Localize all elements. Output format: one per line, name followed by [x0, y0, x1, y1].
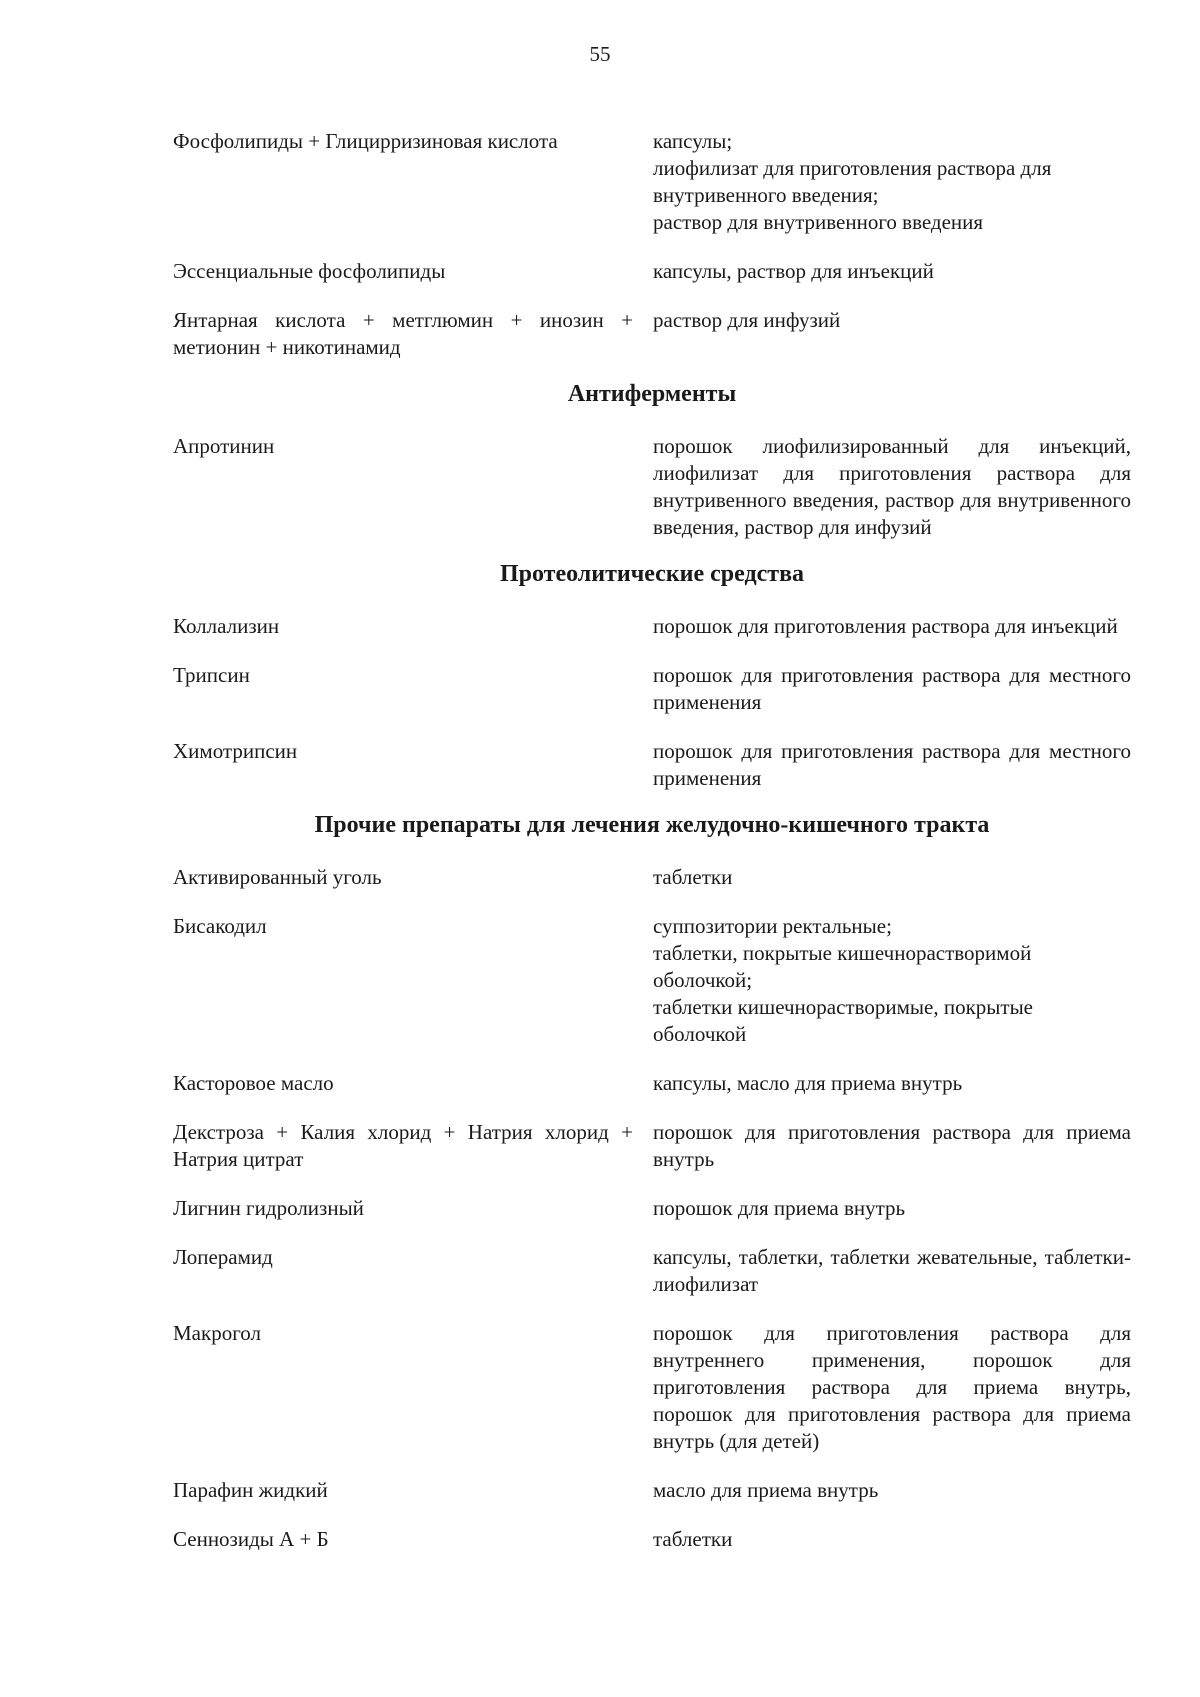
drug-name: Янтарная кислота + метглюмин + инозин + метионин + никотинамид	[173, 308, 633, 359]
dosage-forms	[653, 307, 1131, 361]
drug-row	[173, 128, 1131, 236]
dosage-form-line: порошок лиофилизированный для инъекций, лиофилизат для приготовления раствора для внутривенного введения, раствор для внутривенного введения, раствор для инфузий	[653, 434, 1131, 539]
drug-row	[173, 913, 1131, 1048]
dosage-form-line: порошок для приготовления раствора для местного применения	[653, 739, 1131, 790]
dosage-form-line: масло для приема внутрь	[653, 1478, 879, 1502]
section-heading: Антиферменты	[567, 381, 737, 407]
drug-name: Трипсин	[173, 663, 250, 687]
drug-name: Касторовое масло	[173, 1071, 334, 1095]
dosage-forms	[653, 662, 1131, 716]
drug-row	[173, 1477, 1131, 1504]
dosage-form-line: порошок для приема внутрь	[653, 1196, 906, 1220]
drug-name: Декстроза + Калия хлорид + Натрия хлорид + Натрия цитрат	[173, 1120, 633, 1171]
drug-name: Апротинин	[173, 434, 275, 458]
dosage-forms	[653, 1244, 1131, 1298]
dosage-forms	[653, 1195, 1131, 1222]
dosage-forms	[653, 1477, 1131, 1504]
dosage-form-line: капсулы, раствор для инъекций	[653, 259, 934, 283]
dosage-forms	[653, 1119, 1131, 1173]
drug-row	[173, 307, 1131, 361]
dosage-form-line: таблетки кишечнорастворимые, покрытые оболочкой	[653, 995, 1033, 1046]
drug-row	[173, 662, 1131, 716]
drug-name: Макрогол	[173, 1321, 261, 1345]
drug-name: Активированный уголь	[173, 865, 382, 889]
dosage-forms	[653, 613, 1131, 640]
dosage-form-line: капсулы, таблетки, таблетки жевательные, таблетки-лиофилизат	[653, 1245, 1131, 1296]
dosage-form-line: порошок для приготовления раствора для местного применения	[653, 663, 1131, 714]
dosage-forms	[653, 1070, 1131, 1097]
drug-row	[173, 258, 1131, 285]
drug-row	[173, 433, 1131, 541]
dosage-form-line: порошок для приготовления раствора для приема внутрь	[653, 1120, 1131, 1171]
drug-row	[173, 1070, 1131, 1097]
dosage-form-line: капсулы, масло для приема внутрь	[653, 1071, 963, 1095]
dosage-forms	[653, 738, 1131, 792]
dosage-forms	[653, 1320, 1131, 1455]
drug-row	[173, 1320, 1131, 1455]
dosage-forms	[653, 864, 1131, 891]
drug-name: Лигнин гидролизный	[173, 1196, 364, 1220]
dosage-form-line: суппозитории ректальные;	[653, 914, 892, 938]
drug-name: Парафин жидкий	[173, 1478, 328, 1502]
drug-row	[173, 613, 1131, 640]
dosage-form-line: порошок для приготовления раствора для инъекций	[653, 614, 1118, 638]
drug-name: Сеннозиды А + Б	[173, 1527, 329, 1551]
dosage-form-line: таблетки, покрытые кишечнорастворимой оболочкой;	[653, 941, 1032, 992]
section-heading: Протеолитические средства	[499, 561, 805, 587]
drug-name: Эссенциальные фосфолипиды	[173, 259, 446, 283]
dosage-form-line: раствор для внутривенного введения	[653, 210, 984, 234]
drug-name: Фосфолипиды + Глицирризиновая кислота	[173, 129, 558, 153]
drug-list	[173, 128, 1131, 1575]
dosage-form-line: таблетки	[653, 865, 733, 889]
page-number: 55	[589, 42, 611, 66]
dosage-form-line: таблетки	[653, 1527, 733, 1551]
dosage-forms	[653, 128, 1131, 236]
dosage-forms	[653, 258, 1131, 285]
dosage-form-line: капсулы;	[653, 129, 733, 153]
drug-name: Лоперамид	[173, 1245, 273, 1269]
dosage-forms	[653, 1526, 1131, 1553]
drug-name: Химотрипсин	[173, 739, 298, 763]
drug-name: Бисакодил	[173, 914, 267, 938]
dosage-form-line: лиофилизат для приготовления раствора для внутривенного введения;	[653, 156, 1052, 207]
drug-name: Коллализин	[173, 614, 280, 638]
drug-row	[173, 864, 1131, 891]
dosage-form-line: раствор для инфузий	[653, 308, 841, 332]
section-heading: Прочие препараты для лечения желудочно-кишечного тракта	[314, 812, 990, 838]
dosage-form-line: порошок для приготовления раствора для внутреннего применения, порошок для приготовления раствора для приема внутрь, порошок для приготовления раствора для приема внутрь (для детей)	[653, 1321, 1131, 1453]
drug-row	[173, 1119, 1131, 1173]
drug-row	[173, 1244, 1131, 1298]
drug-row	[173, 738, 1131, 792]
drug-row	[173, 1526, 1131, 1553]
drug-row	[173, 1195, 1131, 1222]
dosage-forms	[653, 433, 1131, 541]
dosage-forms	[653, 913, 1131, 1048]
